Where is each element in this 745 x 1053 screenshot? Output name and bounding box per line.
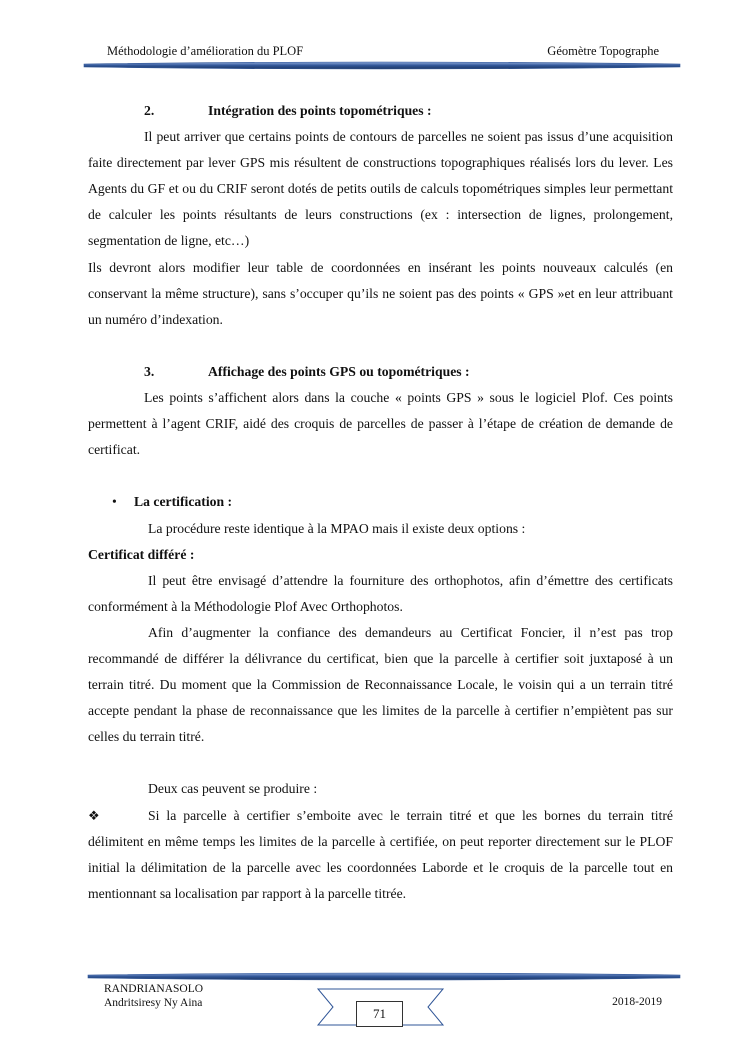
author-name-line-1: RANDRIANASOLO <box>104 983 204 995</box>
case-1-item <box>88 803 673 907</box>
section-3-heading <box>88 359 673 385</box>
section-2-paragraph-1: Il peut arriver que certains points de contours de parcelles ne soient pas issus d’une acquisition faite directement par lever GPS mis résultent de constructions topographiques réalisés lors du lever. Les Agents du GF et ou du CRIF seront dotés de petits outils de calculs topométriques simples leur permettant de calculer les points résultants de leurs constructions (ex : intersection de lignes, prolongement, segmentation de ligne, etc…) <box>88 129 673 249</box>
academic-year: 2018-2019 <box>612 996 662 1008</box>
header-rule <box>84 62 680 69</box>
author-name-line-2: Andritsiresy Ny Aina <box>104 997 203 1009</box>
section-2-number: 2. <box>144 103 155 118</box>
cases-intro: Deux cas peuvent se produire : <box>148 781 318 797</box>
section-2-paragraph-2: Ils devront alors modifier leur table de coordonnées en insérant les points nouveaux calculés (en conservant la même structure), sans s’occuper qu’ils ne soient pas des points « GPS »et en leur attribuant un numéro d’indexation. <box>88 259 673 327</box>
section-3-title: Affichage des points GPS ou topométriques : <box>208 363 470 379</box>
section-2-title: Intégration des points topométriques : <box>208 103 432 118</box>
certificat-differe-subtitle: Certificat différé : <box>88 546 195 562</box>
certification-intro: La procédure reste identique à la MPAO mais il existe deux options : <box>148 520 526 536</box>
footer-rule <box>88 973 680 980</box>
certification-heading <box>88 489 673 515</box>
header-title: Méthodologie d’amélioration du PLOF <box>107 44 304 58</box>
certification-title: La certification : <box>134 494 233 510</box>
section-3-paragraph-1: Les points s’affichent alors dans la couche « points GPS » sous le logiciel Plof. Ces points permettent à l’agent CRIF, aidé des croquis de parcelles de passer à l’étape de création de demande de certificat. <box>88 390 673 458</box>
case-1-text: Si la parcelle à certifier s’emboite avec le terrain titré et que les bornes du terrain titré délimitent en même temps les limites de la parcelle à certifiée, on peut reporter directement sur le PLOF initial la délimitation de la parcelle avec les coordonnées Laborde et le croquis de la parcelle tout en mentionnant sa localisation par rapport à la parcelle titrée. <box>88 807 673 901</box>
document-body <box>88 98 673 907</box>
author-name <box>104 982 203 1010</box>
section-3-number: 3. <box>144 363 155 379</box>
bullet-icon: • <box>112 494 117 510</box>
diamond-bullet-icon: ❖ <box>88 807 100 823</box>
certification-paragraph-1: Il peut être envisagé d’attendre la fourniture des orthophotos, afin d’émettre des certificats conformément à la Méthodologie Plof Avec Orthophotos. <box>88 572 673 614</box>
section-2-heading <box>88 98 673 124</box>
certification-paragraph-2: Afin d’augmenter la confiance des demandeurs au Certificat Foncier, il n’est pas trop recommandé de différer la délivrance du certificat, bien que la parcelle à certifier soit juxtaposé à un terrain titré. Du moment que la Commission de Reconnaissance Locale, le voisin qui a un terrain titré accepte pendant la phase de reconnaissance que les limites de la parcelle à certifier n’empiètent pas sur celles du terrain titré. <box>88 624 673 745</box>
header-subtitle: Géomètre Topographe <box>547 44 659 58</box>
page-number: 71 <box>356 1001 403 1027</box>
